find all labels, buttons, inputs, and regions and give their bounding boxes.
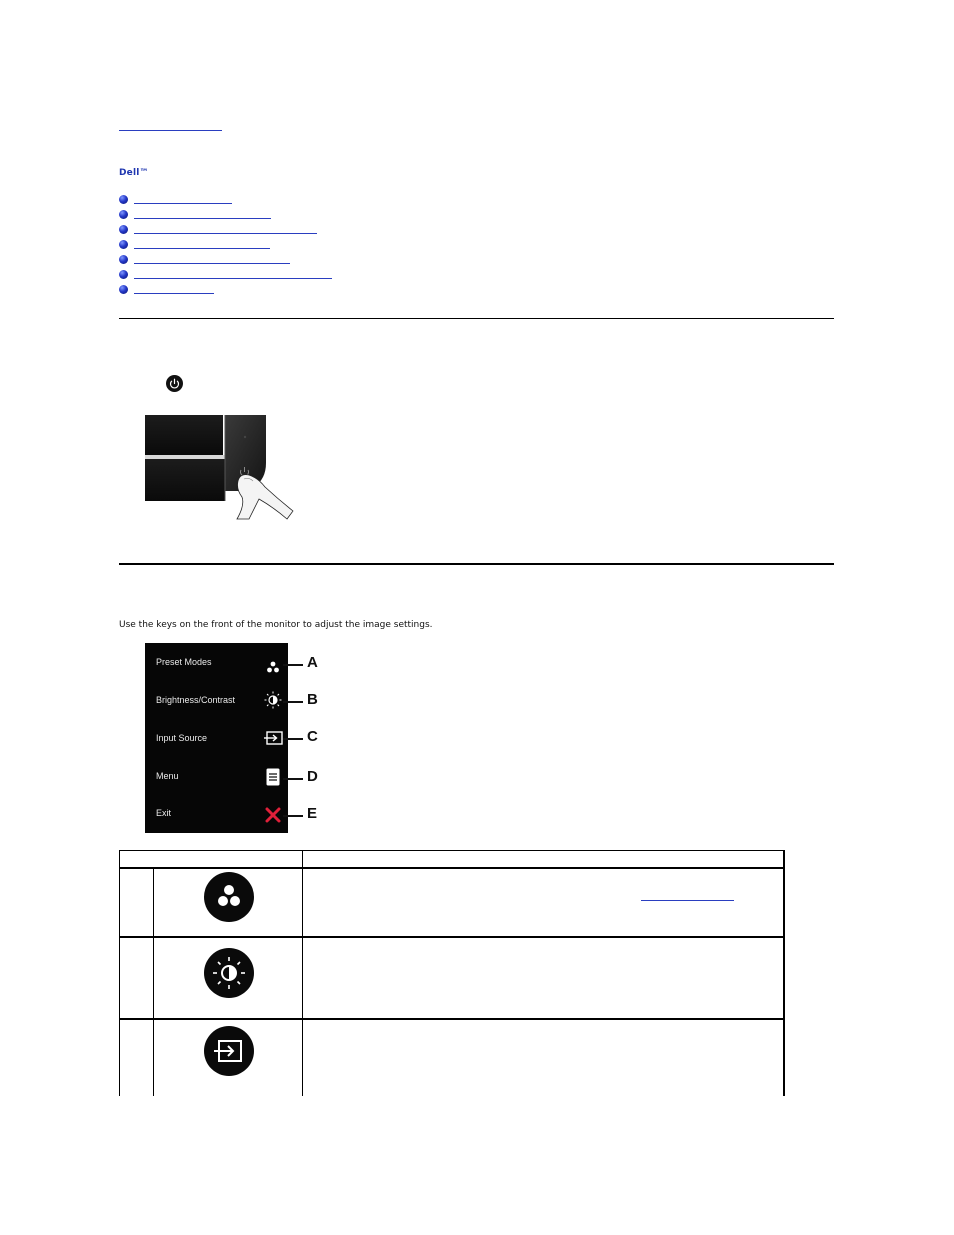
toc-link[interactable] [134,248,270,249]
callout-line [283,815,303,817]
callout-line [283,664,303,666]
exit-icon[interactable] [265,807,281,827]
section-divider [119,318,834,319]
bullet-icon [119,195,128,204]
brand-label: Dell™ [119,168,149,178]
osd-label-exit: Exit [156,808,172,818]
brightness-contrast-icon [204,948,254,998]
callout-letter-b: B [307,691,318,708]
bullet-icon [119,240,128,249]
toc-link[interactable] [134,278,332,279]
callout-letter-d: D [307,768,318,785]
bullet-icon [119,270,128,279]
preset-modes-link[interactable] [641,900,734,901]
toc-link[interactable] [134,233,317,234]
bullet-icon [119,225,128,234]
toc-link[interactable] [134,263,290,264]
back-to-contents-link[interactable] [119,130,222,131]
bullet-icon [119,285,128,294]
osd-label-brightness-contrast: Brightness/Contrast [156,695,236,705]
callout-line [283,778,303,780]
toc-link[interactable] [134,218,271,219]
power-button-icon [166,375,183,392]
input-source-icon[interactable] [264,730,284,750]
power-button-photo [145,415,305,523]
intro-paragraph: Use the keys on the front of the monitor to adjust the image settings. [119,620,433,630]
toc-link[interactable] [134,293,214,294]
osd-label-menu: Menu [156,771,179,781]
callout-letter-a: A [307,654,318,671]
brightness-contrast-icon[interactable] [264,691,282,713]
preset-modes-icon[interactable] [266,658,280,677]
bullet-icon [119,210,128,219]
menu-icon[interactable] [266,768,280,790]
bullet-icon [119,255,128,264]
preset-modes-icon [204,872,254,922]
osd-label-preset-modes: Preset Modes [156,657,212,667]
callout-letter-e: E [307,805,318,822]
osd-label-input-source: Input Source [156,733,208,743]
callout-line [283,701,303,703]
section-divider [119,563,834,565]
front-panel-keys [145,643,288,833]
key-description-table [119,850,785,1096]
callout-letter-c: C [307,728,318,745]
callout-line [283,738,303,740]
input-source-icon [204,1026,254,1076]
toc-link[interactable] [134,203,232,204]
